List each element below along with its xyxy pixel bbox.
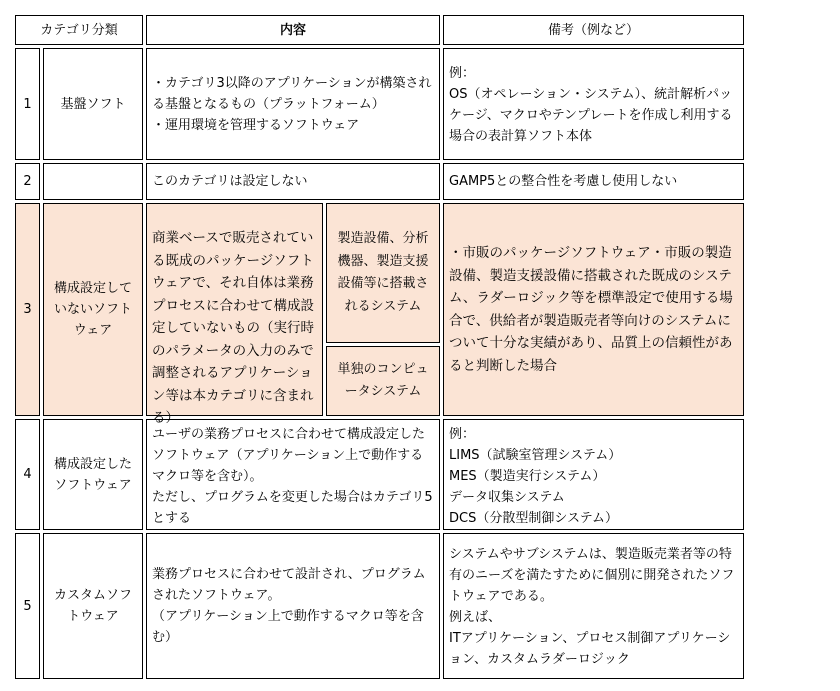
- header-remarks: 備考（例など）: [443, 15, 744, 45]
- row-4-name: 構成設定したソフトウェア: [43, 419, 143, 530]
- header-content: 内容: [146, 15, 440, 45]
- row-2-name: [43, 163, 143, 200]
- row-2-content: このカテゴリは設定しない: [146, 163, 440, 200]
- row-3-number: 3: [15, 203, 40, 416]
- row-1-content-line: ・カテゴリ3以降のアプリケーションが構築される基盤となるもの（プラットフォーム）: [152, 75, 432, 112]
- row-4-remarks-line: データ収集システム: [449, 490, 565, 505]
- row-5-content-line: 業務プロセスに合わせて設計され、プログラムされたソフトウェア。: [152, 567, 426, 603]
- row-4-remarks-line: 例：: [449, 427, 476, 442]
- row-1-name: 基盤ソフト: [43, 48, 143, 160]
- row-3-content-main: 商業ベースで販売されている既成のパッケージソフトウェアで、それ自体は業務プロセスに合わせて構成設定していないもの（実行時のパラメータの入力のみで調整されるアプリケーション等は本カテゴリに含まれる）: [146, 203, 323, 416]
- row-5-remarks: [443, 533, 744, 679]
- row-2-remarks: GAMP5との整合性を考慮し使用しない: [443, 163, 744, 200]
- header-category: カテゴリ分類: [15, 15, 143, 45]
- row-4-content-line: ユーザの業務プロセスに合わせて構成設定したソフトウェア（アプリケーション上で動作するマクロ等を含む）。: [152, 427, 426, 484]
- row-4-remarks: [443, 419, 744, 530]
- row-5-remarks-line: システムやサブシステムは、製造販売業者等の特有のニーズを満たすために個別に開発されたソフトウェアである。: [449, 547, 735, 604]
- row-5-content-line: （アプリケーション上で動作するマクロ等を含む）: [152, 609, 424, 645]
- row-5-content: [146, 533, 440, 679]
- row-5-remarks-line: ITアプリケーション、プロセス制御アプリケーション、カスタムラダーロジック: [449, 631, 731, 667]
- row-5-number: 5: [15, 533, 40, 679]
- row-4-remarks-line: MES（製造実行システム）: [449, 469, 606, 484]
- row-4-remarks-line: DCS（分散型制御システム）: [449, 511, 619, 526]
- row-3-remarks: ・市販のパッケージソフトウェア・市販の製造設備、製造支援設備に搭載された既成のシステム、ラダーロジック等を標準設定で使用する場合で、供給者が製造販売者等向けのシステムについて十分な実績があり、品質上の信頼性があると判断した場合: [443, 203, 744, 416]
- row-4-content: [146, 419, 440, 530]
- row-5-remarks-line: 例えば、: [449, 610, 502, 625]
- row-5-name: カスタムソフトウェア: [43, 533, 143, 679]
- row-3-name: 構成設定していないソフトウェア: [43, 203, 143, 416]
- row-1-number: 1: [15, 48, 40, 160]
- row-1-content: [146, 48, 440, 160]
- row-3-sub-embedded: 製造設備、分析機器、製造支援設備等に搭載されるシステム: [326, 203, 440, 343]
- row-1-content-line: ・運用環境を管理するソフトウェア: [152, 117, 360, 133]
- row-1-remarks-line: OS（オペレーション・システム）、統計解析パッケージ、マクロやテンプレートを作成し利用する場合の表計算ソフト本体: [449, 87, 733, 144]
- row-3-sub-standalone: 単独のコンピュータシステム: [326, 346, 440, 416]
- row-4-number: 4: [15, 419, 40, 530]
- row-2-number: 2: [15, 163, 40, 200]
- row-1-remarks: [443, 48, 744, 160]
- row-1-remarks-line: 例：: [449, 66, 476, 81]
- row-4-remarks-line: LIMS（試験室管理システム）: [449, 448, 622, 463]
- row-4-content-line: ただし、プログラムを変更した場合はカテゴリ5とする: [152, 490, 433, 526]
